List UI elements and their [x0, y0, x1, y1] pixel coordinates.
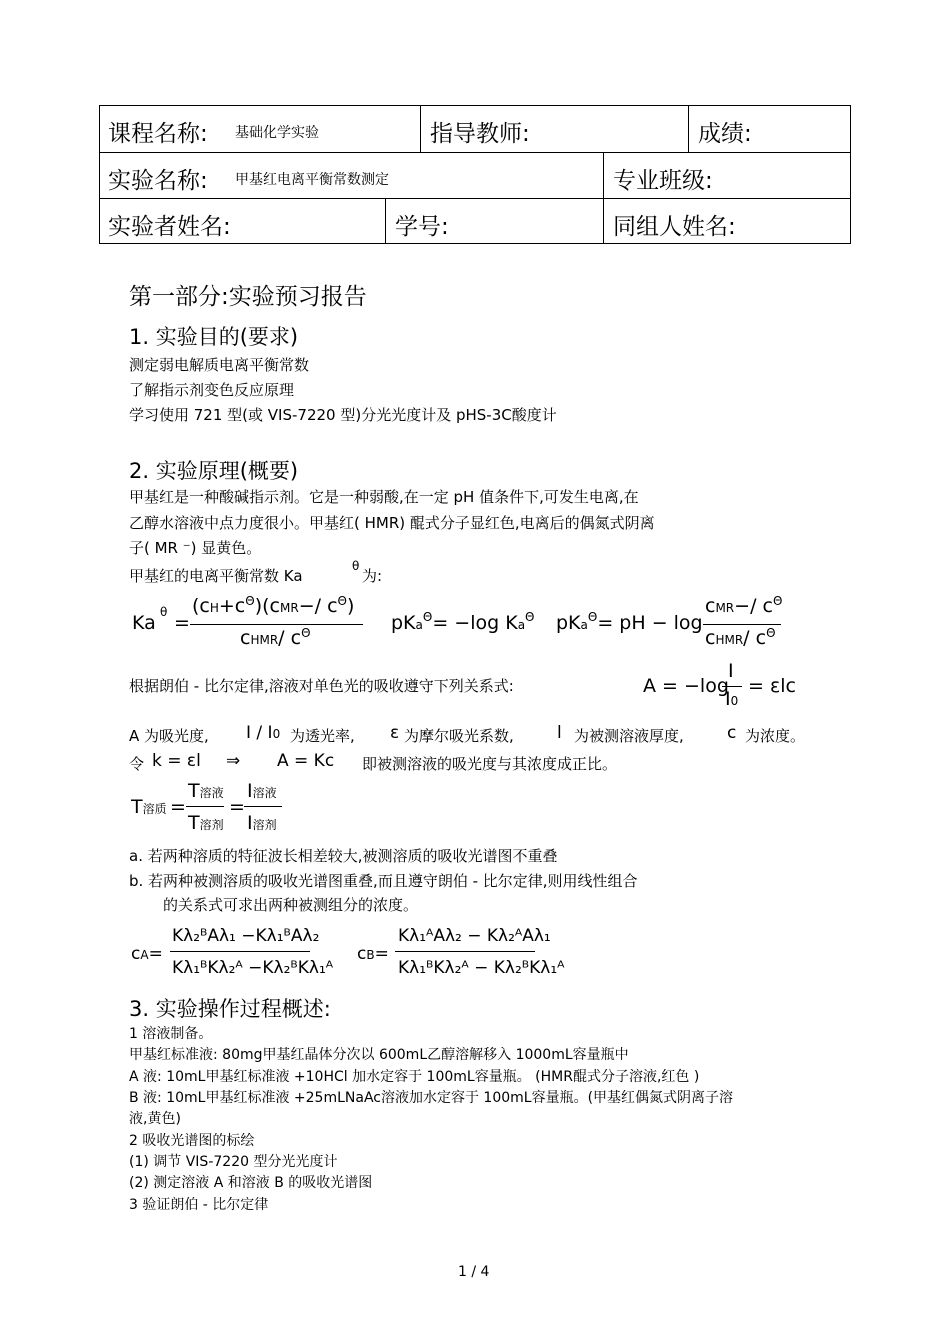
ratio-symbol: I / I0	[246, 723, 281, 743]
id-label: 学号:	[395, 214, 449, 240]
list-item-b: b. 若两种被测溶质的吸收光谱图重叠,而且遵守朗伯 - 比尔定律,则用线性组合	[129, 872, 638, 890]
exp-value: 甲基红电离平衡常数测定	[235, 172, 389, 188]
exp-label: 实验名称:	[108, 168, 208, 194]
equals-sign: =	[170, 796, 186, 818]
ka-numerator: $(cH+c^\Theta)(cMR-/$ $c^\Theta$)	[192, 594, 355, 617]
s1-line: 学习使用 721 型(或 VIS-7220 型)分光光度计及 pHS-3C酸度计	[129, 406, 557, 424]
ca-numerator: Kλ₂ᴮAλ₁ −Kλ₁ᴮAλ₂	[172, 926, 320, 946]
epsilon-symbol: ε	[390, 723, 400, 743]
implies-arrow: ⇒	[226, 751, 241, 771]
cb-denominator: Kλ₁ᴮKλ₂ᴬ − Kλ₂ᴮKλ₁ᴬ	[398, 958, 565, 978]
pka-numerator: cMR−/ $c^\Theta$	[705, 594, 783, 617]
i-numerator: I溶液	[247, 780, 277, 802]
part-title: 第一部分:实验预习报告	[129, 284, 367, 310]
def-text: 为被测溶液厚度,	[574, 727, 684, 745]
let-explain: 即被测溶液的吸光度与其浓度成正比。	[362, 755, 618, 773]
cell-divider	[688, 106, 689, 152]
cell-divider	[603, 199, 604, 244]
s1-line: 了解指示剂变色反应原理	[129, 381, 295, 399]
course-value: 基础化学实验	[235, 125, 319, 141]
def-text: A 为吸光度,	[129, 727, 209, 745]
s3-line: (1) 调节 VIS-7220 型分光光度计	[129, 1154, 338, 1170]
cell-divider	[420, 106, 421, 152]
pka-denominator: cHMR/ $c^\Theta$	[705, 626, 776, 649]
header-row-1	[100, 106, 850, 152]
fraction-bar	[170, 951, 310, 952]
s3-line: 液,黄色)	[129, 1111, 181, 1127]
cb-symbol: cB=	[357, 944, 389, 964]
fraction-bar	[395, 951, 535, 952]
list-item-a: a. 若两种溶质的特征波长相差较大,被测溶质的吸收光谱图不重叠	[129, 847, 558, 865]
s2-paragraph: 为:	[362, 567, 383, 585]
name-label: 实验者姓名:	[108, 214, 231, 240]
major-label: 专业班级:	[613, 168, 713, 194]
ca-symbol: cA=	[131, 944, 163, 964]
fraction-bar	[244, 806, 282, 807]
i-denominator: I溶剂	[247, 812, 277, 834]
c-symbol: c	[727, 723, 737, 743]
theta-symbol: θ	[160, 605, 168, 619]
intensity-numerator: I	[728, 660, 734, 682]
s2-paragraph: 子( MR ⁻) 显黄色。	[129, 539, 262, 557]
s3-line: 2 吸收光谱图的标绘	[129, 1133, 255, 1149]
section-2-title: 2. 实验原理(概要)	[129, 459, 299, 483]
equals-sign: =	[174, 612, 190, 634]
section-3-title: 3. 实验操作过程概述:	[129, 997, 331, 1021]
cell-divider	[385, 199, 386, 244]
ca-denominator: Kλ₁ᴮKλ₂ᴬ −Kλ₂ᴮKλ₁ᴬ	[172, 958, 334, 978]
course-label: 课程名称:	[108, 121, 208, 147]
pka-formula: pKa$^\Theta$= −log $Ka^\Theta$	[391, 610, 535, 634]
theta-symbol: θ	[352, 559, 360, 573]
a-kc-equation: A = Kc	[277, 751, 335, 771]
t-solute: T溶质	[131, 796, 167, 818]
let-text: 令	[129, 755, 145, 773]
partner-label: 同组人姓名:	[613, 214, 736, 240]
s3-line: A 液: 10mL甲基红标准液 +10HCl 加水定容于 100mL容量瓶。 (HMR醌式分子溶液,红色 )	[129, 1069, 700, 1085]
s1-line: 测定弱电解质电离平衡常数	[129, 356, 310, 374]
k-equation: k = εl	[152, 751, 201, 771]
s3-line: 甲基红标准液: 80mg甲基红晶体分次以 600mL乙醇溶解移入 1000mL容量瓶中	[129, 1047, 629, 1063]
def-text: 为浓度。	[745, 727, 806, 745]
score-label: 成绩:	[698, 121, 752, 147]
s3-line: (2) 测定溶液 A 和溶液 B 的吸收光谱图	[129, 1175, 373, 1191]
header-row-3	[100, 198, 850, 244]
l-symbol: l	[557, 723, 562, 743]
page-number: 1 / 4	[458, 1264, 490, 1280]
s3-line: B 液: 10mL甲基红标准液 +25mLNaAc溶液加水定容于 100mL容量瓶。(甲基红偶氮式阴离子溶	[129, 1090, 734, 1106]
s2-paragraph: 甲基红的电离平衡常数 Ka	[129, 567, 303, 585]
s2-paragraph: 乙醇水溶液中点力度很小。甲基红( HMR) 醌式分子显红色,电离后的偶氮式阴离	[129, 514, 655, 532]
section-1-title: 1. 实验目的(要求)	[129, 325, 299, 349]
lambert-intro: 根据朗伯 - 比尔定律,溶液对单色光的吸收遵守下列关系式:	[129, 677, 514, 695]
pka-ph-formula: pKa$^\Theta$= pH − log	[556, 610, 703, 634]
s2-paragraph: 甲基红是一种酸碱指示剂。它是一种弱酸,在一定 pH 值条件下,可发生电离,在	[129, 488, 639, 506]
def-text: 为摩尔吸光系数,	[404, 727, 514, 745]
equals-sign: =	[229, 796, 245, 818]
ka-symbol: Ka	[132, 612, 156, 634]
ka-denominator: cHMR/ $c^\Theta$	[240, 626, 311, 649]
def-text: 为透光率,	[290, 727, 355, 745]
fraction-bar	[703, 624, 781, 625]
fraction-bar	[186, 806, 224, 807]
t-denominator: T溶剂	[188, 812, 224, 834]
intensity-denominator: I0	[725, 688, 739, 710]
s3-line: 3 验证朗伯 - 比尔定律	[129, 1197, 269, 1213]
header-table	[99, 105, 851, 244]
t-numerator: T溶液	[188, 780, 224, 802]
fraction-bar	[190, 624, 363, 625]
list-item-b-cont: 的关系式可求出两种被测组分的浓度。	[163, 896, 419, 914]
header-row-2	[100, 152, 850, 199]
s3-line: 1 溶液制备。	[129, 1026, 213, 1042]
cell-divider	[603, 153, 604, 199]
cb-numerator: Kλ₁ᴬAλ₂ − Kλ₂ᴬAλ₁	[398, 926, 551, 946]
fraction-bar	[722, 686, 742, 687]
eps-lc: = εlc	[748, 675, 796, 697]
absorbance-eq: A = −log	[643, 675, 729, 697]
teacher-label: 指导教师:	[430, 121, 530, 147]
